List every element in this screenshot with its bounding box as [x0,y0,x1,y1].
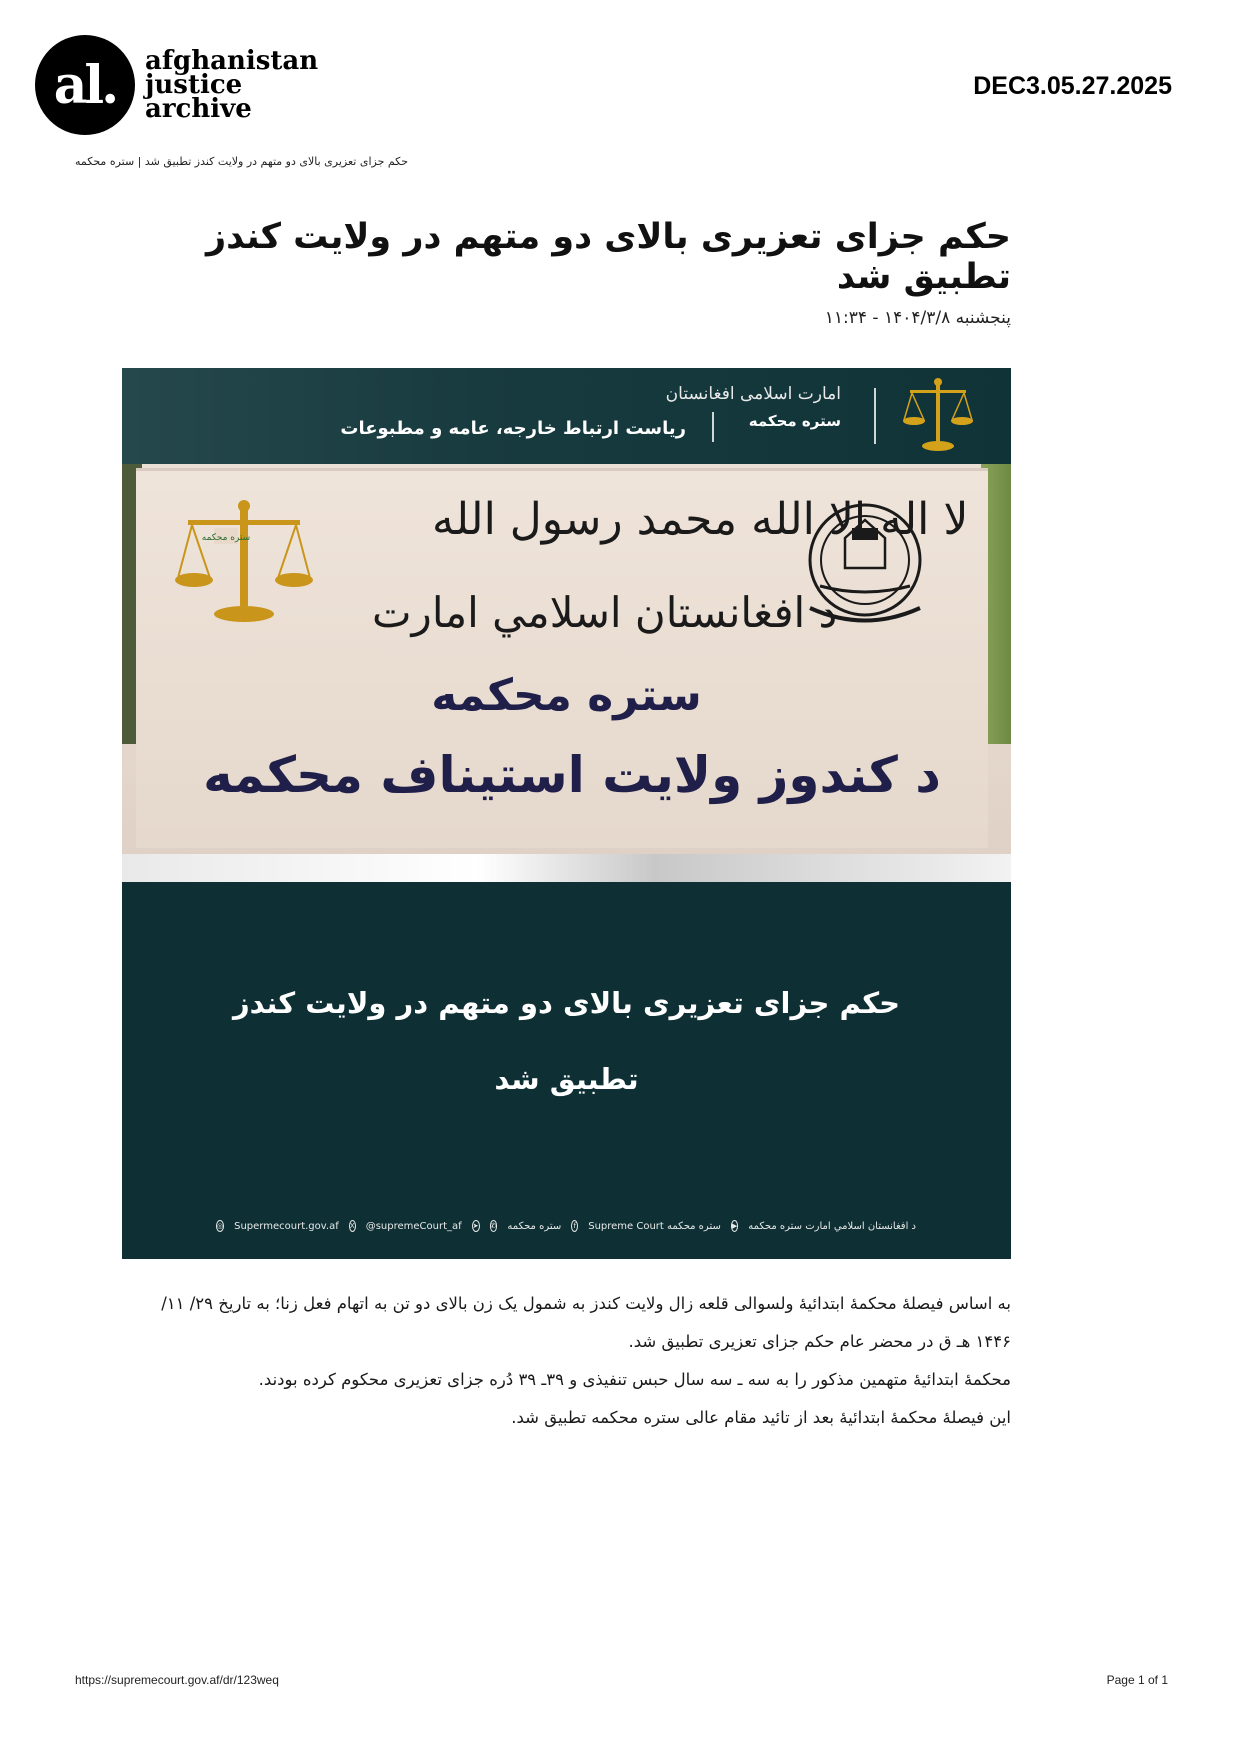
article-title: حکم جزای تعزیری بالای دو متهم در ولایت کندز تطبیق شد [205,217,1011,297]
logo-line-1: afghanistan [145,46,319,76]
sign-appeals-court: د کندوز ولایت استیناف محکمه [203,746,941,804]
logo-line-2: justice [145,70,243,100]
banner-org-name: ستره محکمه [748,412,841,430]
banner-website: Supermecourt.gov.af [234,1220,339,1232]
whatsapp-icon: ✆ [490,1222,497,1230]
sign-shahada: لا اله الا الله محمد رسول الله [432,494,969,545]
banner-silver-strip [122,854,1011,882]
banner-header [122,368,1011,464]
body-paragraph-2: محکمهٔ ابتدائیهٔ متهمین مذکور را به سه ـ سه سال حبس تنفیذی و ۳۹ـ ۳۹ دُره جزای تعزیری محکوم کرده بودند. [258,1370,1011,1389]
youtube-icon: ▶ [731,1222,738,1230]
banner-x-handle: @supremeCourt_af [365,1220,462,1232]
page-breadcrumb: حکم جزای تعزیری بالای دو متهم در ولایت کندز تطبیق شد | ستره محکمه [75,155,409,168]
body-paragraph-1: به اساس فیصلهٔ محکمهٔ ابتدائیهٔ ولسوالی قلعه زال ولایت کندز به شمول یک زن بالای دو تن به اتهام فعل زنا؛ به تاریخ ۲۹/ ۱۱/ ۱۴۴۶ هـ ق در محضر عام حکم جزای تعزیری تطبیق شد. [161,1294,1011,1351]
logo-mark: al. [35,35,135,135]
archive-logo [35,35,318,135]
sign-supreme-court: ستره محکمه [431,670,702,721]
logo-wordmark [145,46,319,124]
banner-youtube: د افغانستان اسلامي امارت ستره محکمه [748,1220,916,1232]
banner-caption-line-1: حکم جزای تعزیری بالای دو متهم در ولایت کندز [232,986,900,1020]
banner-department: ریاست ارتباط خارجه، عامه و مطبوعات [340,418,686,439]
banner-messaging: ستره محکمه [507,1220,562,1232]
source-url[interactable]: https://supremecourt.gov.af/dr/123weq [75,1673,279,1687]
page-number: Page 1 of 1 [1106,1673,1168,1687]
body-paragraph-3: این فیصلهٔ محکمهٔ ابتدائیهٔ بعد از تائید مقام عالی ستره محکمه تطبیق شد. [511,1408,1011,1427]
banner-divider [874,388,876,444]
banner-divider [712,412,714,442]
telegram-icon: ➤ [472,1222,479,1230]
scales-of-justice-icon [902,376,974,456]
article-date: پنجشنبه ۱۴۰۴/۳/۸ - ۱۱:۳۴ [824,308,1011,328]
banner-caption-panel [122,882,1011,1259]
banner-social-footer [216,1220,916,1232]
logo-line-3: archive [145,94,252,124]
document-id: DEC3.05.27.2025 [973,72,1172,100]
facebook-icon: f [571,1220,578,1232]
x-icon: X [349,1222,355,1230]
banner-caption-line-2: تطبیق شد [494,1062,639,1096]
globe-icon: ◎ [217,1222,224,1230]
banner-facebook: Supreme Court ستره محکمه [588,1220,721,1232]
scale-label: ستره محکمه [201,533,251,543]
court-scales-icon [174,498,314,628]
banner-emirate-script: امارت اسلامی افغانستان [665,384,841,404]
article-image [122,368,1011,1259]
sign-emirate-name: د افغانستان اسلامي امارت [372,588,838,637]
